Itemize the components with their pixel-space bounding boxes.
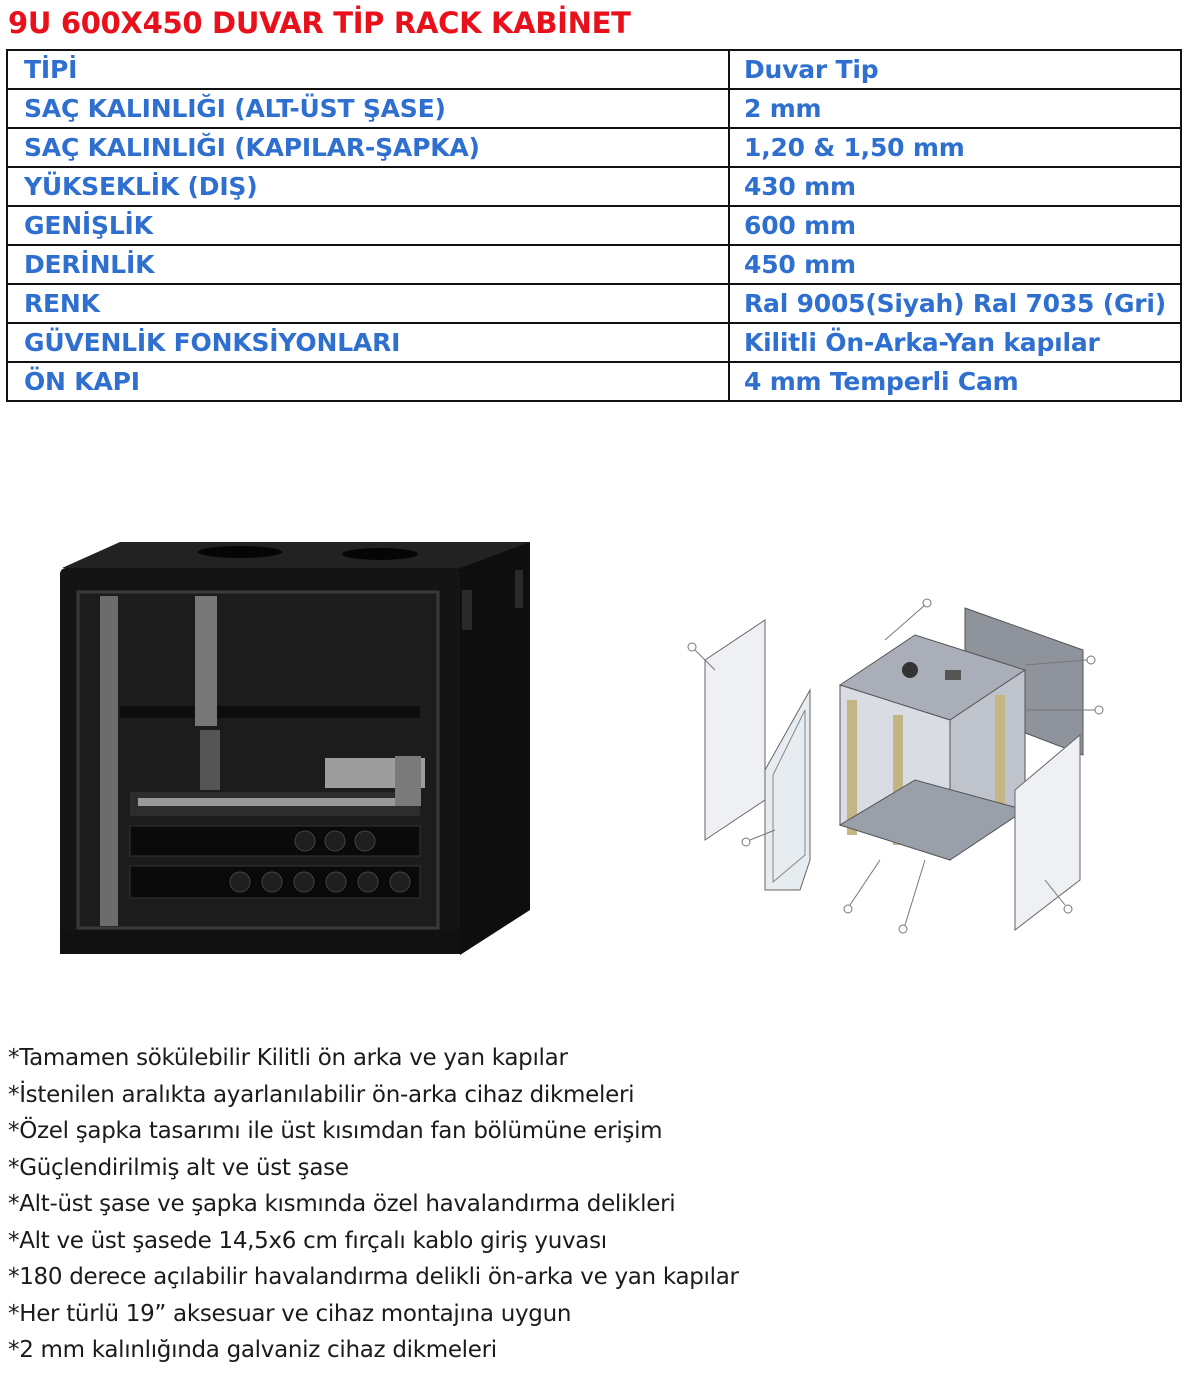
spec-row [7, 284, 1181, 323]
spec-row [7, 245, 1181, 284]
spec-row [7, 50, 1181, 89]
page-title: 9U 600X450 DUVAR TİP RACK KABİNET [8, 6, 631, 40]
feature-item: *Her türlü 19” aksesuar ve cihaz montajına uygun [8, 1300, 572, 1327]
spec-value: Kilitli Ön-Arka-Yan kapılar [729, 323, 1181, 362]
spec-row [7, 128, 1181, 167]
feature-list [8, 1040, 739, 1369]
spec-label: YÜKSEKLİK (DIŞ) [7, 167, 729, 206]
spec-row [7, 89, 1181, 128]
spec-row [7, 362, 1181, 401]
feature-item: *Güçlendirilmiş alt ve üst şase [8, 1154, 349, 1181]
spec-row [7, 323, 1181, 362]
feature-item: *Tamamen sökülebilir Kilitli ön arka ve yan kapılar [8, 1045, 568, 1071]
feature-item: *Alt-üst şase ve şapka kısmında özel havalandırma delikleri [8, 1191, 676, 1217]
spec-label: SAÇ KALINLIĞI (ALT-ÜST ŞASE) [7, 89, 729, 128]
spec-row [7, 206, 1181, 245]
spec-value: 2 mm [729, 89, 1181, 128]
spec-label: GENİŞLİK [7, 206, 729, 245]
spec-value: 1,20 & 1,50 mm [729, 128, 1181, 167]
feature-item: *2 mm kalınlığında galvaniz cihaz dikmeleri [8, 1337, 497, 1363]
spec-label: GÜVENLİK FONKSİYONLARI [7, 323, 729, 362]
spec-label: DERİNLİK [7, 245, 729, 284]
spec-value: 4 mm Temperli Cam [729, 362, 1181, 401]
feature-item: *Alt ve üst şasede 14,5x6 cm fırçalı kablo giriş yuvası [8, 1227, 607, 1254]
spec-value: 430 mm [729, 167, 1181, 206]
exploded-diagram [625, 560, 1200, 970]
spec-value: Duvar Tip [729, 50, 1181, 89]
spec-label: TİPİ [7, 50, 729, 89]
spec-label: SAÇ KALINLIĞI (KAPILAR-ŞAPKA) [7, 128, 729, 167]
cabinet-photo [50, 530, 550, 960]
spec-row [7, 167, 1181, 206]
spec-value: 600 mm [729, 206, 1181, 245]
spec-value: 450 mm [729, 245, 1181, 284]
feature-item: *180 derece açılabilir havalandırma delikli ön-arka ve yan kapılar [8, 1264, 739, 1290]
spec-value: Ral 9005(Siyah) Ral 7035 (Gri) [729, 284, 1181, 323]
spec-label: RENK [7, 284, 729, 323]
feature-item: *Özel şapka tasarımı ile üst kısımdan fan bölümüne erişim [8, 1118, 663, 1144]
spec-table [6, 49, 1182, 402]
spec-label: ÖN KAPI [7, 362, 729, 401]
feature-item: *İstenilen aralıkta ayarlanılabilir ön-arka cihaz dikmeleri [8, 1081, 635, 1108]
